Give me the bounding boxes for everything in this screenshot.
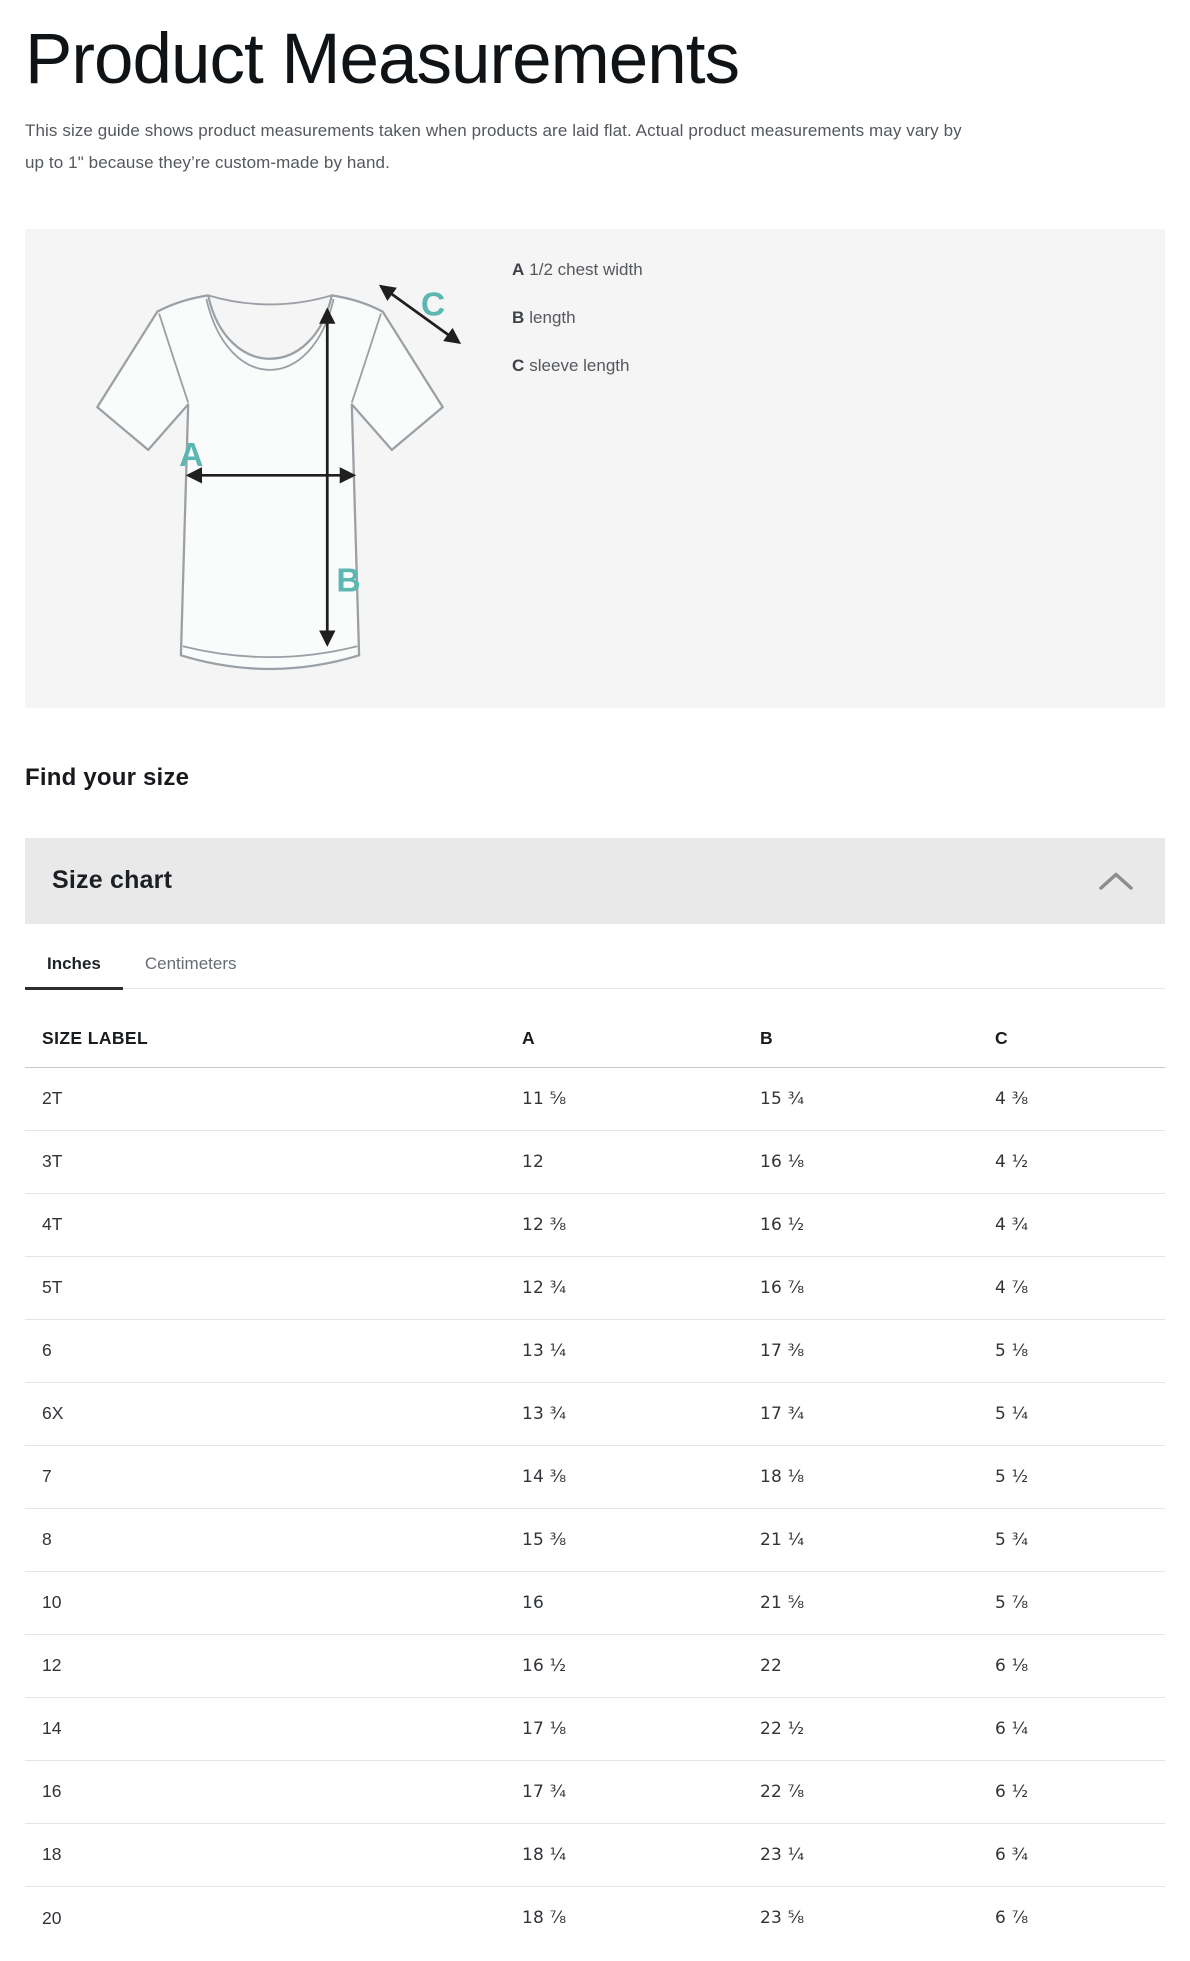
table-row — [25, 1635, 1165, 1698]
size-table — [25, 989, 1165, 1950]
table-row — [25, 1446, 1165, 1509]
row-value-b: 16 ⅞ — [760, 1277, 805, 1298]
measurement-legend — [512, 260, 643, 404]
table-row — [25, 1194, 1165, 1257]
tab-inches-label: Inches — [47, 953, 101, 973]
marker-a-label: A — [179, 436, 204, 474]
table-row — [25, 1257, 1165, 1320]
back-collar-line — [208, 295, 332, 304]
row-value-a: 18 ¼ — [522, 1844, 567, 1865]
table-row — [25, 1761, 1165, 1824]
row-value-a: 12 ¾ — [522, 1277, 567, 1298]
tshirt-measurement-illustration — [70, 257, 470, 690]
column-header-b: B — [760, 1027, 774, 1048]
legend-label: sleeve length — [529, 355, 630, 375]
measurement-diagram-panel — [25, 229, 1165, 708]
table-row — [25, 1131, 1165, 1194]
table-row — [25, 1887, 1165, 1950]
row-value-a: 17 ¾ — [522, 1781, 567, 1802]
row-value-a: 17 ⅛ — [522, 1718, 567, 1739]
row-value-c: 4 ¾ — [995, 1214, 1029, 1235]
row-value-a: 14 ⅜ — [522, 1466, 567, 1487]
row-value-b: 17 ⅜ — [760, 1340, 805, 1361]
row-value-a: 12 — [522, 1151, 545, 1172]
page-description-line-1: This size guide shows product measurements taken when products are laid flat. Actual product measurements may vary by — [25, 120, 962, 140]
row-value-c: 4 ⅜ — [995, 1088, 1029, 1109]
row-value-c: 5 ¼ — [995, 1403, 1029, 1424]
row-size-label: 8 — [42, 1529, 52, 1550]
legend-letter: C — [512, 355, 525, 375]
legend-label: 1/2 chest width — [529, 259, 643, 279]
row-value-a: 16 — [522, 1592, 545, 1613]
legend-letter: A — [512, 259, 525, 279]
row-value-c: 5 ⅛ — [995, 1340, 1029, 1361]
row-size-label: 12 — [42, 1655, 62, 1676]
marker-c-label: C — [420, 285, 446, 323]
size-chart-title: Size chart — [52, 866, 173, 895]
product-measurements-page — [0, 22, 1190, 1950]
row-size-label: 7 — [42, 1466, 52, 1487]
legend-item — [512, 260, 643, 280]
tab-inches[interactable] — [25, 954, 123, 988]
row-value-b: 22 ⅞ — [760, 1781, 805, 1802]
tshirt-outline — [97, 295, 442, 669]
row-size-label: 2T — [42, 1088, 63, 1109]
table-row — [25, 1068, 1165, 1131]
table-row — [25, 1509, 1165, 1572]
size-table-body — [25, 1068, 1165, 1950]
row-size-label: 10 — [42, 1592, 62, 1613]
row-size-label: 6X — [42, 1403, 64, 1424]
table-row — [25, 1824, 1165, 1887]
row-value-a: 11 ⅝ — [522, 1088, 567, 1109]
legend-label: length — [529, 307, 576, 327]
tab-centimeters[interactable] — [123, 954, 259, 988]
row-size-label: 4T — [42, 1214, 63, 1235]
row-value-a: 13 ¼ — [522, 1340, 567, 1361]
row-size-label: 18 — [42, 1844, 62, 1865]
row-value-c: 6 ½ — [995, 1781, 1029, 1802]
row-value-b: 22 ½ — [760, 1718, 805, 1739]
row-size-label: 16 — [42, 1781, 62, 1802]
column-header-size-label: SIZE LABEL — [42, 1027, 149, 1048]
legend-letter: B — [512, 307, 525, 327]
page-description-line-2: up to 1" because they’re custom-made by hand. — [25, 152, 390, 172]
row-value-a: 12 ⅜ — [522, 1214, 567, 1235]
legend-item — [512, 308, 643, 328]
tab-centimeters-label: Centimeters — [144, 953, 237, 973]
column-header-c: C — [995, 1027, 1009, 1048]
table-row — [25, 1320, 1165, 1383]
row-size-label: 3T — [42, 1151, 63, 1172]
row-value-b: 16 ⅛ — [760, 1151, 805, 1172]
size-table-header-row — [25, 989, 1165, 1068]
find-your-size-heading: Find your size — [25, 763, 190, 791]
row-value-c: 5 ¾ — [995, 1529, 1029, 1550]
row-value-a: 15 ⅜ — [522, 1529, 567, 1550]
row-value-c: 6 ⅛ — [995, 1655, 1029, 1676]
legend-item — [512, 356, 643, 376]
row-value-c: 6 ⅞ — [995, 1908, 1029, 1929]
row-value-b: 22 — [760, 1655, 783, 1676]
row-value-b: 16 ½ — [760, 1214, 805, 1235]
size-chart-collapse-toggle[interactable] — [25, 838, 1165, 924]
row-value-c: 4 ½ — [995, 1151, 1029, 1172]
row-value-c: 5 ⅞ — [995, 1592, 1029, 1613]
row-size-label: 20 — [42, 1907, 62, 1928]
table-row — [25, 1383, 1165, 1446]
column-header-a: A — [522, 1027, 536, 1048]
row-size-label: 14 — [42, 1718, 62, 1739]
marker-b-label: B — [336, 562, 361, 600]
table-row — [25, 1572, 1165, 1635]
row-value-b: 21 ⅝ — [760, 1592, 805, 1613]
page-description — [25, 115, 1165, 179]
row-value-c: 5 ½ — [995, 1466, 1029, 1487]
row-size-label: 6 — [42, 1340, 52, 1361]
row-value-b: 23 ¼ — [760, 1844, 805, 1865]
row-value-b: 15 ¾ — [760, 1088, 805, 1109]
page-title: Product Measurements — [25, 20, 739, 99]
row-value-c: 6 ¼ — [995, 1718, 1029, 1739]
row-value-b: 23 ⅝ — [760, 1908, 805, 1929]
row-value-b: 21 ¼ — [760, 1529, 805, 1550]
chevron-up-icon — [1097, 870, 1135, 892]
row-value-a: 16 ½ — [522, 1655, 567, 1676]
row-value-a: 18 ⅞ — [522, 1908, 567, 1929]
row-value-b: 17 ¾ — [760, 1403, 805, 1424]
row-value-c: 4 ⅞ — [995, 1277, 1029, 1298]
table-row — [25, 1698, 1165, 1761]
row-value-a: 13 ¾ — [522, 1403, 567, 1424]
row-value-c: 6 ¾ — [995, 1844, 1029, 1865]
row-size-label: 5T — [42, 1277, 63, 1298]
row-value-b: 18 ⅛ — [760, 1466, 805, 1487]
unit-tabs — [25, 924, 1165, 989]
